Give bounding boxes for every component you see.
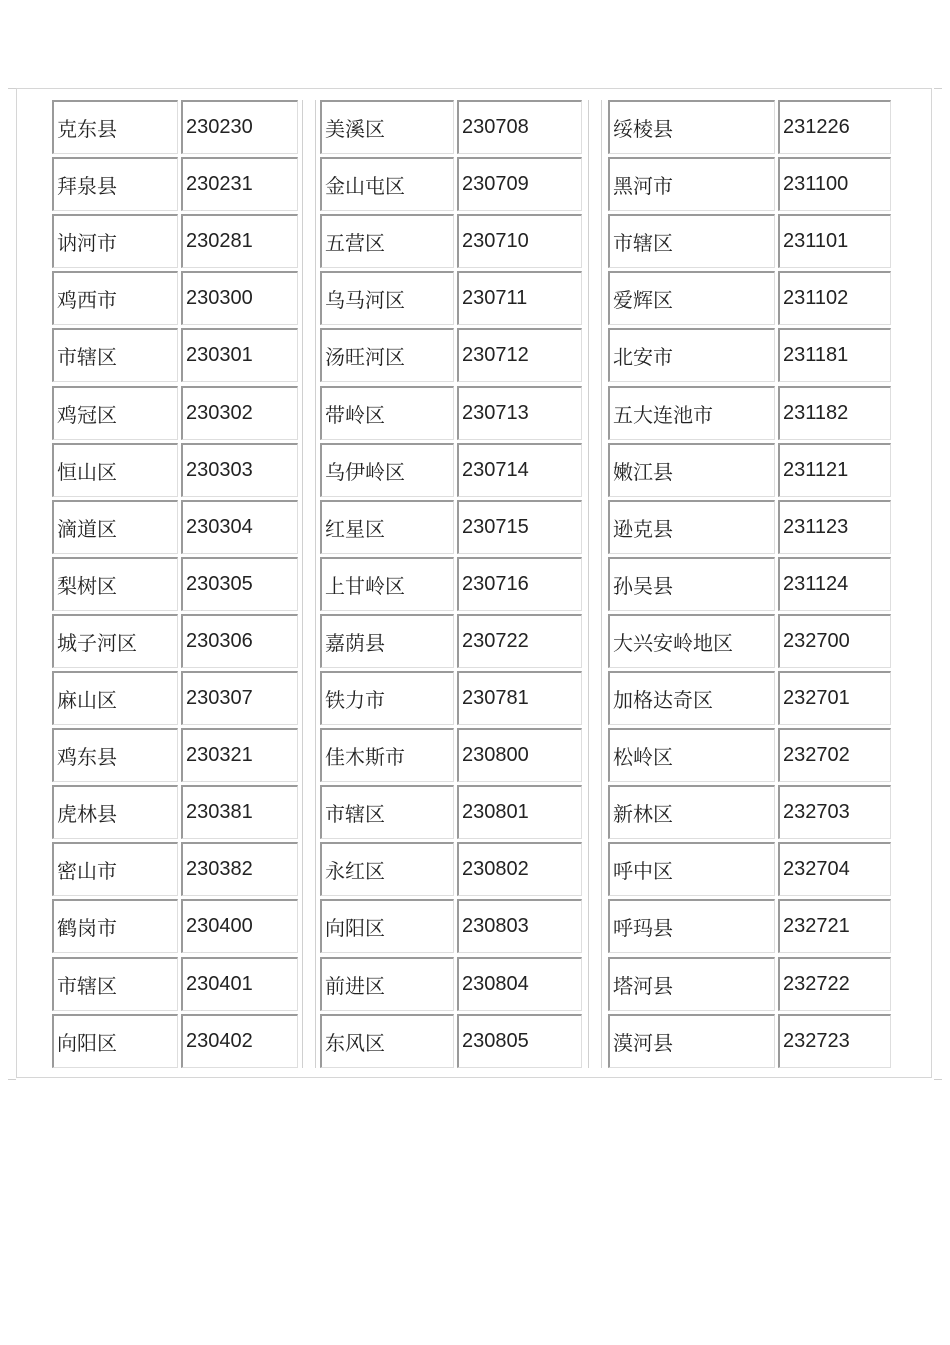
table-row xyxy=(320,557,585,611)
table-column-group xyxy=(320,100,585,1068)
region-code-cell: 230307 xyxy=(181,671,298,725)
table-row xyxy=(320,614,585,668)
region-name-cell: 加格达奇区 xyxy=(608,671,775,725)
region-name-cell: 虎林县 xyxy=(52,785,178,839)
table-row xyxy=(608,157,894,211)
table-row xyxy=(52,443,301,497)
region-code-cell: 230713 xyxy=(457,386,582,440)
table-row xyxy=(608,500,894,554)
region-code-cell: 230715 xyxy=(457,500,582,554)
table-row xyxy=(320,671,585,725)
region-code-cell: 230300 xyxy=(181,271,298,325)
table-row xyxy=(52,899,301,953)
region-name-cell: 讷河市 xyxy=(52,214,178,268)
region-code-cell: 230709 xyxy=(457,157,582,211)
region-code-cell: 230230 xyxy=(181,100,298,154)
region-code-cell: 230708 xyxy=(457,100,582,154)
region-name-cell: 大兴安岭地区 xyxy=(608,614,775,668)
region-code-cell: 230305 xyxy=(181,557,298,611)
table-row xyxy=(52,100,301,154)
region-code-cell: 230321 xyxy=(181,728,298,782)
region-code-cell: 232702 xyxy=(778,728,891,782)
table-row xyxy=(320,785,585,839)
region-code-cell: 230805 xyxy=(457,1014,582,1068)
region-name-cell: 乌伊岭区 xyxy=(320,443,454,497)
region-name-cell: 鸡西市 xyxy=(52,271,178,325)
region-name-cell: 市辖区 xyxy=(608,214,775,268)
region-name-cell: 金山屯区 xyxy=(320,157,454,211)
region-name-cell: 鸡东县 xyxy=(52,728,178,782)
region-name-cell: 麻山区 xyxy=(52,671,178,725)
frame-corner-mark xyxy=(934,1079,942,1080)
region-name-cell: 北安市 xyxy=(608,328,775,382)
region-name-cell: 佳木斯市 xyxy=(320,728,454,782)
table-row xyxy=(320,1014,585,1068)
region-name-cell: 克东县 xyxy=(52,100,178,154)
table-row xyxy=(608,328,894,382)
table-row xyxy=(608,271,894,325)
region-name-cell: 美溪区 xyxy=(320,100,454,154)
table-row xyxy=(52,1014,301,1068)
table-row xyxy=(320,443,585,497)
table-row xyxy=(608,1014,894,1068)
region-name-cell: 带岭区 xyxy=(320,386,454,440)
table-row xyxy=(52,842,301,896)
frame-corner-mark xyxy=(8,1079,16,1080)
region-code-cell: 231100 xyxy=(778,157,891,211)
region-code-cell: 231123 xyxy=(778,500,891,554)
region-name-cell: 绥棱县 xyxy=(608,100,775,154)
region-code-cell: 230803 xyxy=(457,899,582,953)
table-column-group xyxy=(52,100,301,1068)
table-row xyxy=(608,614,894,668)
table-row xyxy=(320,899,585,953)
region-code-cell: 230722 xyxy=(457,614,582,668)
region-name-cell: 乌马河区 xyxy=(320,271,454,325)
table-row xyxy=(608,557,894,611)
region-code-cell: 230710 xyxy=(457,214,582,268)
region-name-cell: 城子河区 xyxy=(52,614,178,668)
region-code-cell: 231124 xyxy=(778,557,891,611)
region-name-cell: 梨树区 xyxy=(52,557,178,611)
column-separator xyxy=(588,100,602,1068)
region-name-cell: 新林区 xyxy=(608,785,775,839)
region-name-cell: 爱辉区 xyxy=(608,271,775,325)
region-code-cell: 230801 xyxy=(457,785,582,839)
table-column-group xyxy=(608,100,894,1068)
region-code-cell: 230382 xyxy=(181,842,298,896)
region-name-cell: 塔河县 xyxy=(608,957,775,1011)
table-row xyxy=(52,271,301,325)
table-row xyxy=(320,328,585,382)
table-row xyxy=(52,214,301,268)
table-row xyxy=(320,500,585,554)
region-code-cell: 230802 xyxy=(457,842,582,896)
region-name-cell: 漠河县 xyxy=(608,1014,775,1068)
table-row xyxy=(608,671,894,725)
table-row xyxy=(52,557,301,611)
region-code-cell: 232700 xyxy=(778,614,891,668)
region-name-cell: 汤旺河区 xyxy=(320,328,454,382)
region-name-cell: 永红区 xyxy=(320,842,454,896)
region-name-cell: 市辖区 xyxy=(52,328,178,382)
table-row xyxy=(52,671,301,725)
region-code-table xyxy=(52,100,894,1068)
table-row xyxy=(52,728,301,782)
region-name-cell: 鸡冠区 xyxy=(52,386,178,440)
table-row xyxy=(320,214,585,268)
region-name-cell: 滴道区 xyxy=(52,500,178,554)
region-name-cell: 黑河市 xyxy=(608,157,775,211)
region-name-cell: 市辖区 xyxy=(52,957,178,1011)
table-row xyxy=(320,386,585,440)
region-name-cell: 铁力市 xyxy=(320,671,454,725)
frame-corner-mark xyxy=(8,88,16,89)
region-code-cell: 232703 xyxy=(778,785,891,839)
region-code-cell: 230712 xyxy=(457,328,582,382)
region-name-cell: 上甘岭区 xyxy=(320,557,454,611)
table-row xyxy=(320,100,585,154)
table-row xyxy=(320,728,585,782)
table-row xyxy=(608,957,894,1011)
region-name-cell: 鹤岗市 xyxy=(52,899,178,953)
table-row xyxy=(608,728,894,782)
region-code-cell: 232721 xyxy=(778,899,891,953)
region-name-cell: 恒山区 xyxy=(52,443,178,497)
region-code-cell: 231181 xyxy=(778,328,891,382)
region-name-cell: 呼玛县 xyxy=(608,899,775,953)
table-row xyxy=(52,157,301,211)
region-code-cell: 232722 xyxy=(778,957,891,1011)
region-name-cell: 呼中区 xyxy=(608,842,775,896)
region-code-cell: 230281 xyxy=(181,214,298,268)
region-code-cell: 230711 xyxy=(457,271,582,325)
table-row xyxy=(320,842,585,896)
frame-corner-mark xyxy=(934,88,942,89)
region-code-cell: 230231 xyxy=(181,157,298,211)
region-name-cell: 前进区 xyxy=(320,957,454,1011)
table-row xyxy=(52,386,301,440)
region-code-cell: 230714 xyxy=(457,443,582,497)
region-code-cell: 231226 xyxy=(778,100,891,154)
region-code-cell: 230306 xyxy=(181,614,298,668)
region-name-cell: 五营区 xyxy=(320,214,454,268)
table-row xyxy=(608,443,894,497)
region-code-cell: 232704 xyxy=(778,842,891,896)
region-name-cell: 嘉荫县 xyxy=(320,614,454,668)
region-name-cell: 向阳区 xyxy=(320,899,454,953)
table-row xyxy=(320,157,585,211)
region-name-cell: 红星区 xyxy=(320,500,454,554)
region-name-cell: 市辖区 xyxy=(320,785,454,839)
region-name-cell: 孙吴县 xyxy=(608,557,775,611)
region-name-cell: 密山市 xyxy=(52,842,178,896)
region-code-cell: 232723 xyxy=(778,1014,891,1068)
table-row xyxy=(608,899,894,953)
column-separator xyxy=(302,100,316,1068)
region-name-cell: 拜泉县 xyxy=(52,157,178,211)
region-code-cell: 231101 xyxy=(778,214,891,268)
region-name-cell: 东风区 xyxy=(320,1014,454,1068)
region-code-cell: 230781 xyxy=(457,671,582,725)
table-row xyxy=(52,785,301,839)
table-row xyxy=(320,271,585,325)
region-name-cell: 嫩江县 xyxy=(608,443,775,497)
region-code-cell: 230401 xyxy=(181,957,298,1011)
region-code-cell: 230302 xyxy=(181,386,298,440)
region-name-cell: 松岭区 xyxy=(608,728,775,782)
table-row xyxy=(320,957,585,1011)
region-code-cell: 231182 xyxy=(778,386,891,440)
table-row xyxy=(608,386,894,440)
table-row xyxy=(52,500,301,554)
table-row xyxy=(52,614,301,668)
region-code-cell: 230400 xyxy=(181,899,298,953)
region-code-cell: 231102 xyxy=(778,271,891,325)
table-row xyxy=(608,214,894,268)
region-code-cell: 230381 xyxy=(181,785,298,839)
region-name-cell: 逊克县 xyxy=(608,500,775,554)
region-name-cell: 向阳区 xyxy=(52,1014,178,1068)
table-row xyxy=(608,842,894,896)
region-code-cell: 232701 xyxy=(778,671,891,725)
region-code-cell: 230304 xyxy=(181,500,298,554)
region-code-cell: 230301 xyxy=(181,328,298,382)
region-name-cell: 五大连池市 xyxy=(608,386,775,440)
table-row xyxy=(52,957,301,1011)
region-code-cell: 230303 xyxy=(181,443,298,497)
table-row xyxy=(608,785,894,839)
region-code-cell: 230800 xyxy=(457,728,582,782)
table-row xyxy=(608,100,894,154)
region-code-cell: 230804 xyxy=(457,957,582,1011)
table-row xyxy=(52,328,301,382)
region-code-cell: 231121 xyxy=(778,443,891,497)
region-code-cell: 230402 xyxy=(181,1014,298,1068)
region-code-cell: 230716 xyxy=(457,557,582,611)
